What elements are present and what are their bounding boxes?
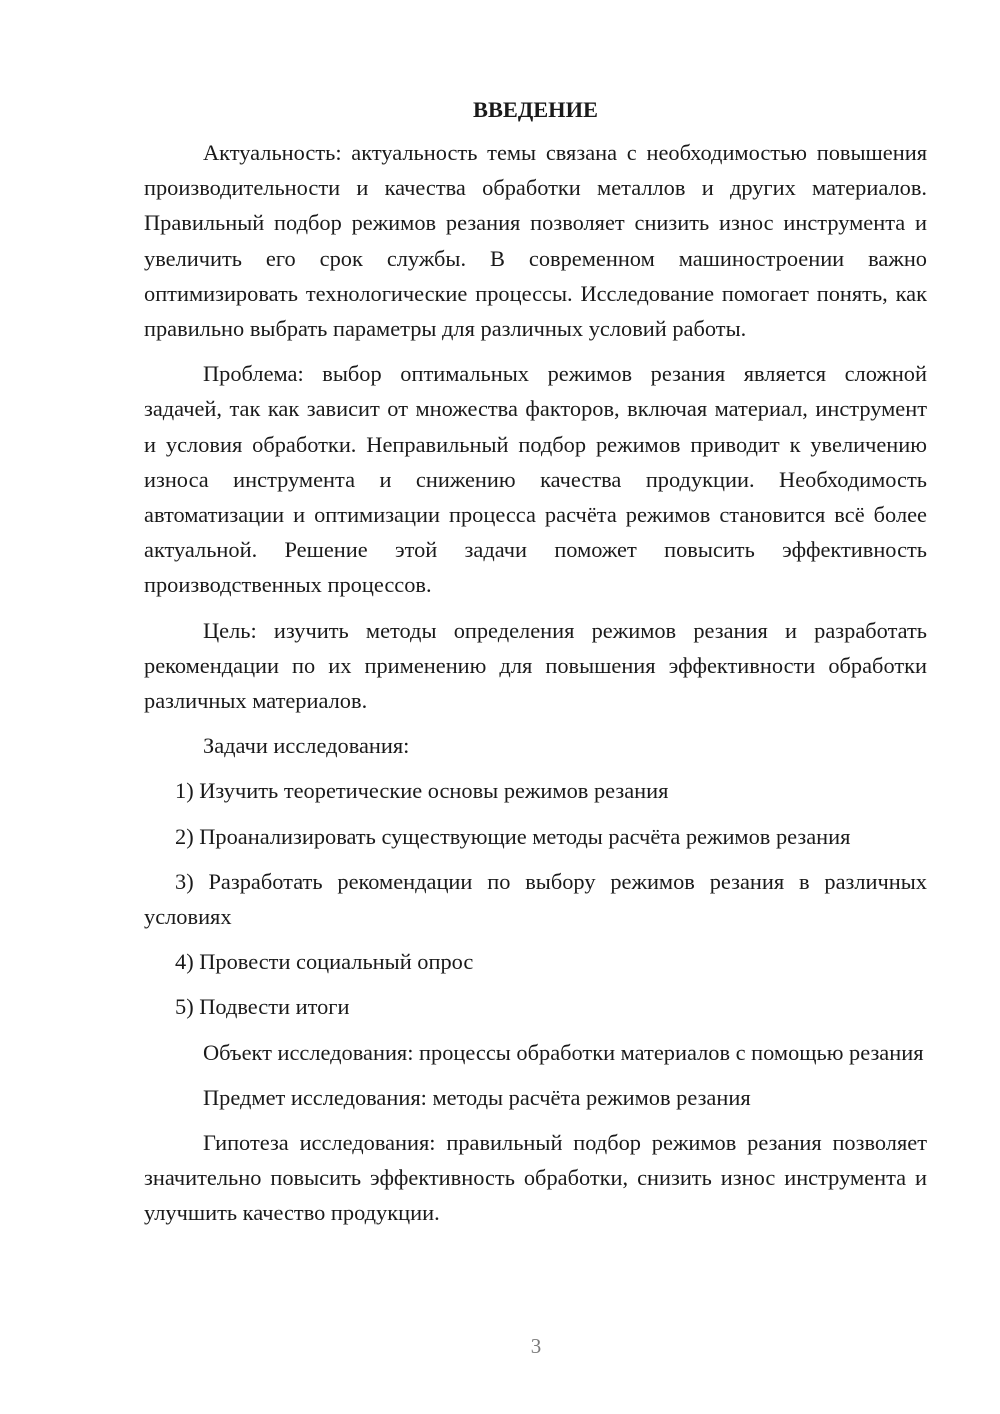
hypothesis-paragraph: Гипотеза исследования: правильный подбор режимов резания позволяет значительно повысить эффективность обработки, снизить износ инструмента и улучшить качество продукции. (144, 1130, 927, 1226)
object-paragraph: Объект исследования: процессы обработки материалов с помощью резания (203, 1039, 924, 1065)
list-item: 3) Разработать рекомендации по выбору режимов резания в различных условиях (144, 868, 927, 930)
list-item: 2) Проанализировать существующие методы расчёта режимов резания (175, 823, 851, 849)
tasks-list (144, 773, 927, 1024)
list-item: 1) Изучить теоретические основы режимов резания (175, 778, 669, 804)
goal-paragraph: Цель: изучить методы определения режимов резания и разработать рекомендации по их применению для повышения эффективности обработки различных материалов. (144, 617, 927, 714)
list-item: 4) Провести социальный опрос (175, 949, 474, 975)
list-item: 5) Подвести итоги (175, 994, 350, 1020)
subject-paragraph: Предмет исследования: методы расчёта режимов резания (203, 1084, 751, 1110)
problem-paragraph: Проблема: выбор оптимальных режимов резания является сложной задачей, так как зависит от множества факторов, включая материал, инструмент и условия обработки. Неправильный подбор режимов приводит к увеличению износа инструмента и снижению качества продукции. Необходимость автоматизации и оптимизации процесса расчёта режимов становится всё более актуальной. Решение этой задачи поможет повысить эффективность производственных процессов. (144, 361, 927, 598)
tasks-heading: Задачи исследования: (203, 733, 410, 759)
relevance-paragraph: Актуальность: актуальность темы связана с необходимостью повышения производительности и качества обработки металлов и других материалов. Правильный подбор режимов резания позволяет снизить износ инструмента и увеличить его срок службы. В современном машиностроении важно оптимизировать технологические процессы. Исследование помогает понять, как правильно выбрать параметры для различных условий работы. (144, 140, 927, 342)
page-number: 3 (530, 1334, 542, 1358)
section-title: ВВЕДЕНИЕ (473, 97, 598, 122)
page-content (144, 92, 927, 1241)
